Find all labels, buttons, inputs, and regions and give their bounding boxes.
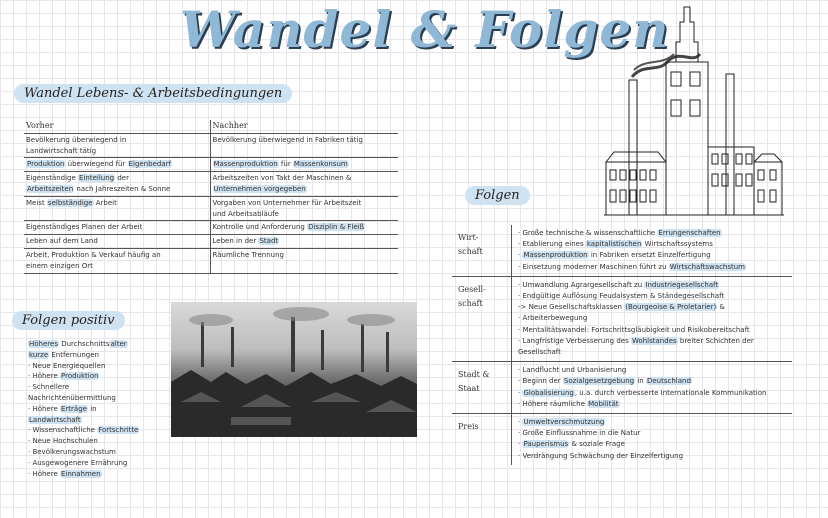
factory-illustration bbox=[604, 2, 784, 217]
text-line bbox=[518, 291, 754, 302]
highlighted-term: Einnahmen bbox=[61, 469, 101, 478]
text-line bbox=[26, 159, 208, 170]
highlighted-term: Produktion bbox=[61, 372, 99, 381]
text-line bbox=[213, 173, 396, 184]
highlighted-term: Massenproduktion bbox=[523, 251, 588, 260]
text-line bbox=[26, 198, 208, 209]
text-line: Bevölkerung überwiegend in Fabriken tätig bbox=[212, 135, 363, 144]
text-line: Arbeit, Produktion & Verkauf häufig an bbox=[26, 250, 161, 259]
text-line bbox=[518, 417, 683, 428]
text-line bbox=[28, 458, 139, 469]
highlighted-term: Massenkonsum bbox=[293, 160, 348, 169]
text-segment: · Beginn der bbox=[518, 377, 563, 386]
cell-vorher bbox=[24, 249, 211, 273]
highlighted-term: Disziplin & Fleiß bbox=[308, 223, 365, 232]
text-segment: & bbox=[717, 303, 725, 312]
text-line bbox=[518, 313, 754, 324]
text-segment: · Etablierung eines bbox=[518, 240, 586, 249]
cell-vorher bbox=[24, 221, 211, 234]
highlighted-term: Globalisierung bbox=[523, 388, 574, 397]
col-header-nachher: Nachher bbox=[212, 121, 248, 130]
text-segment: · bbox=[518, 388, 523, 397]
text-line bbox=[28, 469, 139, 480]
text-line bbox=[28, 404, 139, 415]
text-line: schaft bbox=[458, 247, 483, 256]
text-line bbox=[28, 371, 139, 382]
text-line bbox=[28, 393, 139, 404]
cell-nachher bbox=[211, 197, 398, 221]
text-segment: Leben in der bbox=[212, 237, 259, 246]
highlighted-term: Erträge bbox=[61, 404, 87, 413]
cell-nachher bbox=[211, 134, 398, 158]
table-row bbox=[24, 235, 398, 249]
positiv-list bbox=[28, 339, 139, 479]
highlighted-term: Landwirtschaft bbox=[29, 415, 81, 424]
text-segment: Arbeit bbox=[93, 198, 117, 207]
highlighted-term: alter bbox=[110, 340, 127, 348]
text-line bbox=[518, 428, 683, 439]
text-segment: überwiegend für bbox=[65, 160, 128, 169]
text-line bbox=[26, 184, 208, 195]
text-line bbox=[28, 339, 139, 350]
text-segment: · bbox=[518, 251, 523, 260]
text-segment: Wirtschaftssystems bbox=[642, 240, 713, 249]
folgen-row-label bbox=[452, 277, 512, 361]
folgen-heading bbox=[465, 188, 530, 203]
positiv-heading-text: Folgen positiv bbox=[12, 311, 125, 330]
text-segment: · Ausgewogenere Ernährung bbox=[28, 458, 128, 467]
text-line bbox=[213, 236, 396, 247]
folgen-row-content bbox=[512, 225, 752, 276]
wandel-heading bbox=[14, 86, 292, 101]
text-line bbox=[518, 239, 746, 250]
page-title: Wandel & Folgen bbox=[180, 0, 670, 59]
highlighted-term: Errungenschaften bbox=[658, 229, 721, 237]
folgen-row-content bbox=[512, 362, 772, 413]
text-segment: Gesellschaft bbox=[518, 348, 561, 357]
text-line bbox=[518, 280, 754, 291]
text-segment: · Höhere bbox=[28, 372, 60, 381]
cell-vorher bbox=[24, 197, 211, 221]
text-segment: · Schnellere bbox=[28, 383, 70, 392]
folgen-row-label bbox=[452, 225, 512, 276]
cell-vorher bbox=[24, 134, 211, 158]
text-segment: · Landflucht und Urbanisierung bbox=[518, 366, 627, 375]
cell-nachher bbox=[211, 172, 398, 196]
text-line bbox=[518, 388, 766, 399]
text-line: Eigenständiges Planen der Arbeit bbox=[26, 223, 143, 232]
text-segment: · Arbeiterbewegung bbox=[518, 314, 588, 323]
highlighted-term: Produktion bbox=[27, 160, 65, 169]
text-line: Landwirtschaft tätig bbox=[26, 146, 97, 155]
highlighted-term: kapitalistischen bbox=[586, 240, 642, 249]
folgen-heading-text: Folgen bbox=[465, 186, 530, 205]
highlighted-term: Umweltverschmutzung bbox=[523, 418, 605, 427]
positiv-heading bbox=[12, 313, 125, 328]
table-row bbox=[24, 197, 398, 222]
text-segment: in Fabriken ersetzt Einzelfertigung bbox=[588, 251, 711, 260]
text-line: schaft bbox=[458, 298, 483, 308]
text-line bbox=[28, 350, 139, 361]
text-line: Räumliche Trennung bbox=[212, 250, 284, 259]
highlighted-term: Massenproduktion bbox=[213, 160, 278, 169]
cell-nachher bbox=[211, 158, 398, 171]
text-line bbox=[518, 228, 746, 239]
text-line bbox=[518, 302, 754, 313]
text-segment: Meist bbox=[26, 198, 47, 207]
text-line bbox=[28, 436, 139, 447]
folgen-row-content bbox=[512, 277, 760, 361]
highlighted-term: Fortschritte bbox=[98, 426, 139, 435]
text-segment: Durchschnitts bbox=[58, 340, 110, 348]
text-line bbox=[518, 336, 754, 347]
cell-vorher bbox=[24, 235, 211, 248]
text-line bbox=[213, 222, 396, 233]
text-segment: · Große Einflussnahme in die Natur bbox=[518, 429, 641, 438]
text-line: Bevölkerung überwiegend in bbox=[26, 135, 127, 144]
highlighted-term: Mobilität bbox=[588, 399, 619, 408]
text-line bbox=[518, 347, 754, 358]
highlighted-term: Stadt bbox=[259, 237, 279, 246]
text-segment: & soziale Frage bbox=[569, 440, 625, 449]
text-line bbox=[518, 262, 746, 273]
col-header-vorher: Vorher bbox=[24, 120, 211, 133]
photo-illustration bbox=[171, 302, 417, 437]
highlighted-term: Deutschland bbox=[646, 377, 691, 386]
text-line bbox=[518, 250, 746, 261]
cell-vorher bbox=[24, 172, 211, 196]
text-line: Gesell- bbox=[458, 284, 486, 294]
text-segment: nach Jahreszeiten & Sonne bbox=[74, 184, 171, 193]
text-segment: · Umwandlung Agrargesellschaft zu bbox=[518, 280, 645, 289]
text-segment: -> Neue Gesellschaftsklassen bbox=[518, 303, 625, 312]
highlighted-term: selbständige bbox=[47, 198, 93, 207]
text-segment: in bbox=[635, 377, 646, 386]
text-line bbox=[28, 425, 139, 436]
text-segment: · bbox=[518, 440, 523, 449]
text-segment: · Verdrängung Schwächung der Einzelfertigung bbox=[518, 451, 684, 460]
text-segment: der bbox=[115, 174, 129, 183]
highlighted-term: Industriegesellschaft bbox=[645, 280, 719, 289]
text-line bbox=[518, 439, 683, 450]
table-row bbox=[24, 172, 398, 197]
text-segment: in bbox=[87, 404, 97, 413]
text-segment: · Höhere bbox=[28, 469, 60, 478]
folgen-row-label bbox=[452, 362, 512, 413]
text-segment: · Bevölkerungswachstum bbox=[28, 447, 116, 456]
cell-nachher bbox=[211, 235, 398, 248]
highlighted-term: kurze bbox=[29, 350, 49, 359]
text-segment: für bbox=[278, 160, 293, 169]
text-segment: · Neue Hochschulen bbox=[28, 437, 98, 446]
table-row bbox=[24, 249, 398, 274]
text-segment: · Höhere bbox=[28, 404, 60, 413]
highlighted-term: Arbeitszeiten bbox=[27, 184, 74, 193]
highlighted-term: Unternehmen vorgegeben bbox=[213, 184, 306, 193]
highlighted-term: Einteilung bbox=[79, 174, 115, 183]
text-segment: · Wissenschaftliche bbox=[28, 426, 98, 435]
text-segment: Arbeitszeiten von Takt der Maschinen & bbox=[212, 174, 352, 183]
text-segment: Kontrolle und Anforderung bbox=[212, 223, 308, 232]
text-line: Vorgaben von Unternehmer für Arbeitszeit bbox=[212, 198, 362, 207]
highlighted-term: Wohlstandes bbox=[631, 336, 677, 345]
text-line: Stadt & bbox=[458, 370, 490, 380]
text-line bbox=[213, 159, 396, 170]
text-segment: · Große technische & wissenschaftliche bbox=[518, 229, 658, 237]
text-line: und Arbeitsabläufe bbox=[212, 209, 279, 218]
text-segment: · Mentalitätswandel: Fortschrittsgläubigkeit und Risikobereitschaft bbox=[518, 325, 750, 334]
text-segment: · Endgültige Auflösung Feudalsystem & Ständegesellschaft bbox=[518, 292, 725, 301]
folgen-row bbox=[452, 362, 792, 414]
text-segment: Eigenständige bbox=[26, 174, 79, 183]
text-line bbox=[518, 376, 766, 387]
text-line: Preis bbox=[458, 422, 479, 432]
text-segment: , u.a. durch verbesserte Internationale Kommunikation bbox=[574, 388, 767, 397]
text-line bbox=[26, 173, 208, 184]
text-line: Wirt- bbox=[458, 233, 479, 242]
text-segment: Entfernungen bbox=[49, 350, 99, 359]
table-row bbox=[24, 134, 398, 159]
text-line bbox=[518, 365, 766, 376]
folgen-row bbox=[452, 414, 792, 465]
cell-nachher bbox=[211, 249, 398, 273]
text-line bbox=[518, 399, 766, 410]
text-line bbox=[518, 451, 683, 462]
text-line bbox=[28, 447, 139, 458]
text-line: einem einzigen Ort bbox=[26, 261, 93, 270]
text-segment: · Höhere räumliche bbox=[518, 399, 588, 408]
folgen-row bbox=[452, 277, 792, 362]
highlighted-term: Eigenbedarf bbox=[128, 160, 171, 169]
highlighted-term: Wirtschaftswachstum bbox=[669, 262, 746, 271]
folgen-row bbox=[452, 225, 792, 277]
text-segment: · bbox=[518, 418, 523, 427]
text-line bbox=[28, 415, 139, 426]
industrial-city-photo bbox=[171, 302, 417, 437]
text-line bbox=[518, 325, 754, 336]
text-segment: · Langfristige Verbesserung des bbox=[518, 336, 631, 345]
text-line bbox=[28, 382, 139, 393]
cell-nachher bbox=[211, 221, 398, 234]
highlighted-term: Sozialgesetzgebung bbox=[563, 377, 635, 386]
text-line: Leben auf dem Land bbox=[26, 237, 98, 246]
text-segment: · Neue Energiequellen bbox=[28, 361, 106, 370]
table-row bbox=[24, 221, 398, 235]
highlighted-term: Höheres bbox=[29, 340, 58, 348]
table-row bbox=[24, 158, 398, 172]
text-line: Staat bbox=[458, 384, 480, 394]
wandel-table bbox=[24, 120, 398, 274]
text-line bbox=[213, 184, 396, 195]
folgen-table bbox=[452, 225, 792, 465]
cell-vorher bbox=[24, 158, 211, 171]
wandel-table-header bbox=[24, 120, 398, 134]
highlighted-term: (Bourgeoise & Proletarier) bbox=[625, 303, 717, 312]
text-segment: · Einsetzung moderner Maschinen führt zu bbox=[518, 262, 669, 271]
text-segment: breiter Schichten der bbox=[677, 336, 754, 345]
text-line bbox=[28, 361, 139, 372]
text-segment: Nachrichtenübermittlung bbox=[28, 393, 116, 402]
folgen-row-content bbox=[512, 414, 689, 465]
wandel-heading-text: Wandel Lebens- & Arbeitsbedingungen bbox=[14, 84, 292, 103]
folgen-row-label bbox=[452, 414, 512, 465]
highlighted-term: Pauperismus bbox=[523, 440, 569, 449]
